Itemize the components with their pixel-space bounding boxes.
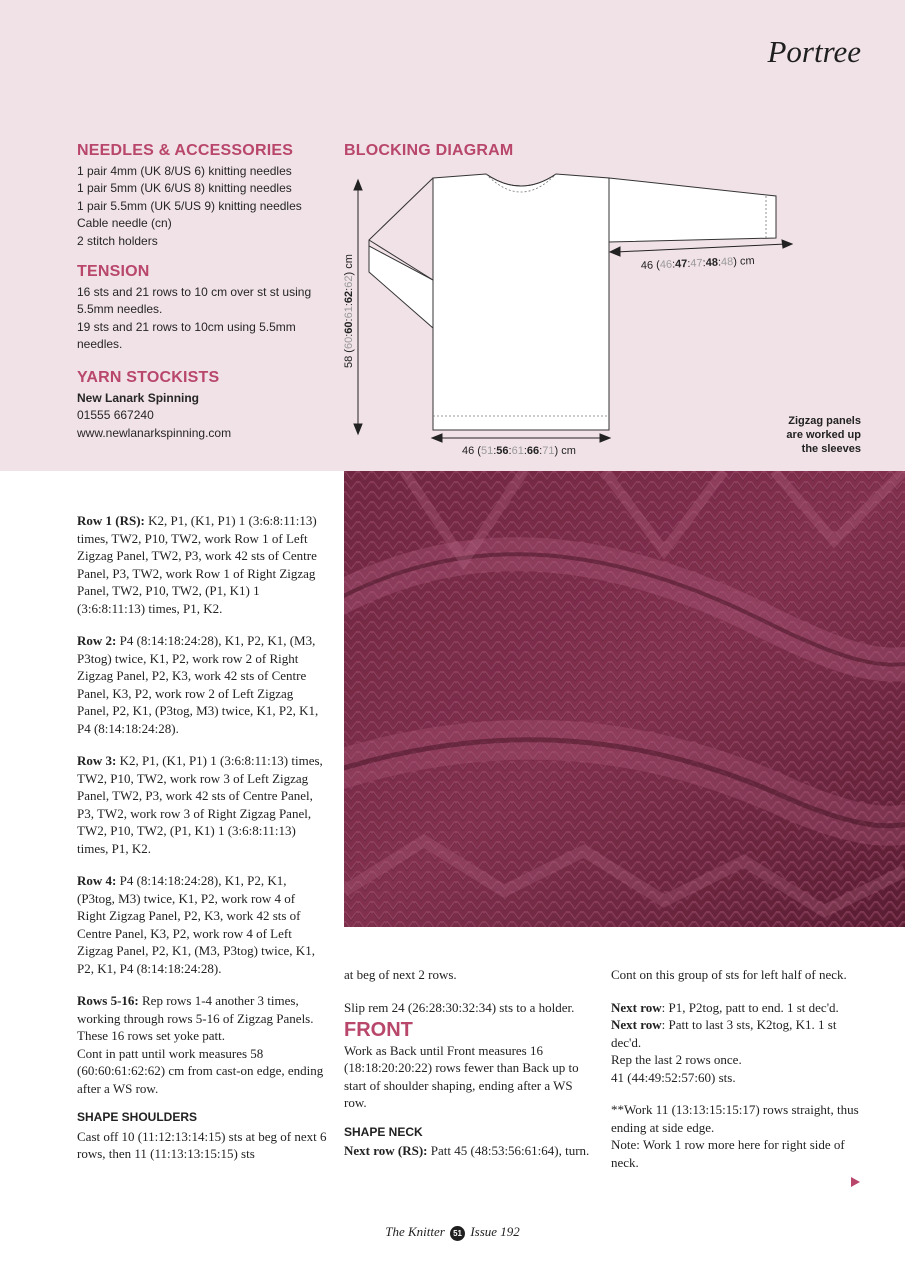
front-heading: FRONT (344, 1019, 413, 1041)
needle-line: 1 pair 5.5mm (UK 5/US 9) knitting needles (77, 198, 302, 213)
continue-instruction: Cont in patt until work measures 58 (60:60:61:62:62) cm from cast-on edge, ending after a WS row. (77, 1045, 324, 1096)
slip-instruction: Slip rem 24 (26:28:30:32:34) sts to a holder. (344, 999, 575, 1015)
shape-neck-heading: SHAPE NECK (344, 1124, 423, 1139)
stitch-count: 41 (44:49:52:57:60) sts. (611, 1069, 736, 1085)
row-2-instruction: Row 2: P4 (8:14:18:24:28), K1, P2, K1, (M3, P3tog) twice, K1, P2, work row 2 of Right Zigzag Panel, P2, K3, work 42 sts of Centre Panel, K3, P2, work row 2 of Left Zigzag Panel, P2, K1, (P3tog, M3) twice, K1, P2, K1, P4 (8:14:18:24:28). (77, 633, 319, 736)
work-straight-instruction: **Work 11 (13:13:15:15:17) rows straight, thus ending at side edge. (611, 1102, 859, 1135)
next-row-2: Next row: Patt to last 3 sts, K2tog, K1. 1 st dec'd. (611, 1017, 837, 1050)
tension-line: 16 sts and 21 rows to 10 cm over st st using (77, 285, 312, 299)
page-number: 51 (450, 1226, 465, 1241)
stockist-website: www.newlanarkspinning.com (77, 425, 232, 440)
tension-section (77, 263, 332, 354)
left-neck-instruction: Cont on this group of sts for left half of neck. (611, 967, 847, 982)
next-row-1: Next row: P1, P2tog, patt to end. 1 st dec'd. (611, 999, 839, 1015)
pattern-column-1 (77, 512, 327, 1163)
row-4-instruction: Row 4: P4 (8:14:18:24:28), K1, P2, K1, (P3tog, M3) twice, K1, P2, work row 4 of Right Zigzag Panel, P2, K3, work 42 sts of Centre Panel, K3, P2, work row 4 of Left Zigzag Panel, P2, K1, (M3, P3tog) twice, K1, P2, K1, P4 (8:14:18:24:28). (77, 873, 315, 976)
shape-shoulders-heading: SHAPE SHOULDERS (77, 1110, 198, 1124)
yoke-note: These 16 rows set yoke patt. (77, 1028, 226, 1043)
blocking-diagram (336, 168, 806, 468)
needle-line: 1 pair 5mm (UK 6/US 8) knitting needles (77, 181, 292, 196)
continue-arrow-icon (851, 1177, 860, 1187)
tension-line: 19 sts and 21 rows to 10cm using 5.5mm (77, 319, 296, 334)
stockists-heading: YARN STOCKISTS (77, 369, 220, 386)
needles-heading: NEEDLES & ACCESSORIES (77, 142, 294, 159)
tension-heading: TENSION (77, 263, 150, 280)
stockists-section (77, 369, 332, 442)
tension-line: 5.5mm needles. (77, 302, 163, 317)
needle-line: 1 pair 4mm (UK 8/US 6) knitting needles (77, 164, 292, 178)
magazine-name: The Knitter (385, 1224, 445, 1239)
rows-5-16-instruction: Rows 5-16: Rep rows 1-4 another 3 times, working through rows 5-16 of Zigzag Panels. (77, 993, 314, 1026)
stockist-phone: 01555 667240 (77, 408, 154, 423)
stockist-name: New Lanark Spinning (77, 391, 200, 405)
repeat-instruction: Rep the last 2 rows once. (611, 1052, 742, 1067)
row-3-instruction: Row 3: K2, P1, (K1, P1) 1 (3:6:8:11:13) times, TW2, P10, TW2, work row 3 of Left Zigzag Panel, TW2, P3, work 42 sts of Centre Panel, P3, TW2, work row 3 of Right Zigzag Panel, TW2, P10, TW2, (P1, K1) 1 (3:6:8:11:13) times, P1, K2. (77, 753, 323, 856)
right-sleeve (609, 178, 776, 242)
cast-off-instruction: Cast off 10 (11:12:13:14:15) sts at beg of next 6 rows, then 11 (11:13:13:15:15) sts (77, 1128, 327, 1161)
knit-fabric-photo (344, 471, 905, 927)
sleeve-label: 46 (46:47:47:48:48) cm (640, 255, 755, 272)
continued-line: at beg of next 2 rows. (344, 967, 457, 982)
zigzag-note: Zigzag panels are worked up the sleeves (786, 415, 861, 455)
needles-section (77, 142, 332, 250)
row-1-instruction: Row 1 (RS): K2, P1, (K1, P1) 1 (3:6:8:11:13) times, TW2, P10, TW2, work Row 1 of Left Zigzag Panel, TW2, P3, work 42 sts of Centre Panel, P3, TW2, work Row 1 of Right Zigzag Panel, TW2, P10, TW2, (P1, K1) 1 (3:6:8:11:13) times, P1, K2. (77, 513, 317, 616)
diagram-heading: BLOCKING DIAGRAM (344, 142, 514, 159)
needle-line: Cable needle (cn) (77, 216, 172, 231)
length-label: 58 (60:60:61:62:62) cm (343, 254, 355, 368)
right-neck-note: Note: Work 1 row more here for right side of neck. (611, 1137, 845, 1170)
sweater-body (433, 174, 609, 430)
pattern-column-2 (344, 966, 594, 1160)
left-sleeve (369, 178, 433, 328)
issue-number: Issue 192 (470, 1224, 520, 1239)
page-title: Portree (767, 34, 861, 69)
next-row-instruction: Next row (RS): Patt 45 (48:53:56:61:64), turn. (344, 1143, 590, 1158)
front-instruction: Work as Back until Front measures 16 (18:18:20:20:22) rows fewer than Back up to start of shoulder shaping, ending after a WS row. (344, 1042, 579, 1110)
width-label: 46 (51:56:61:66:71) cm (462, 445, 576, 457)
needle-line: 2 stitch holders (77, 233, 158, 248)
page-footer (0, 1224, 905, 1241)
tension-line: needles. (77, 337, 123, 352)
pattern-column-3 (611, 966, 861, 1171)
